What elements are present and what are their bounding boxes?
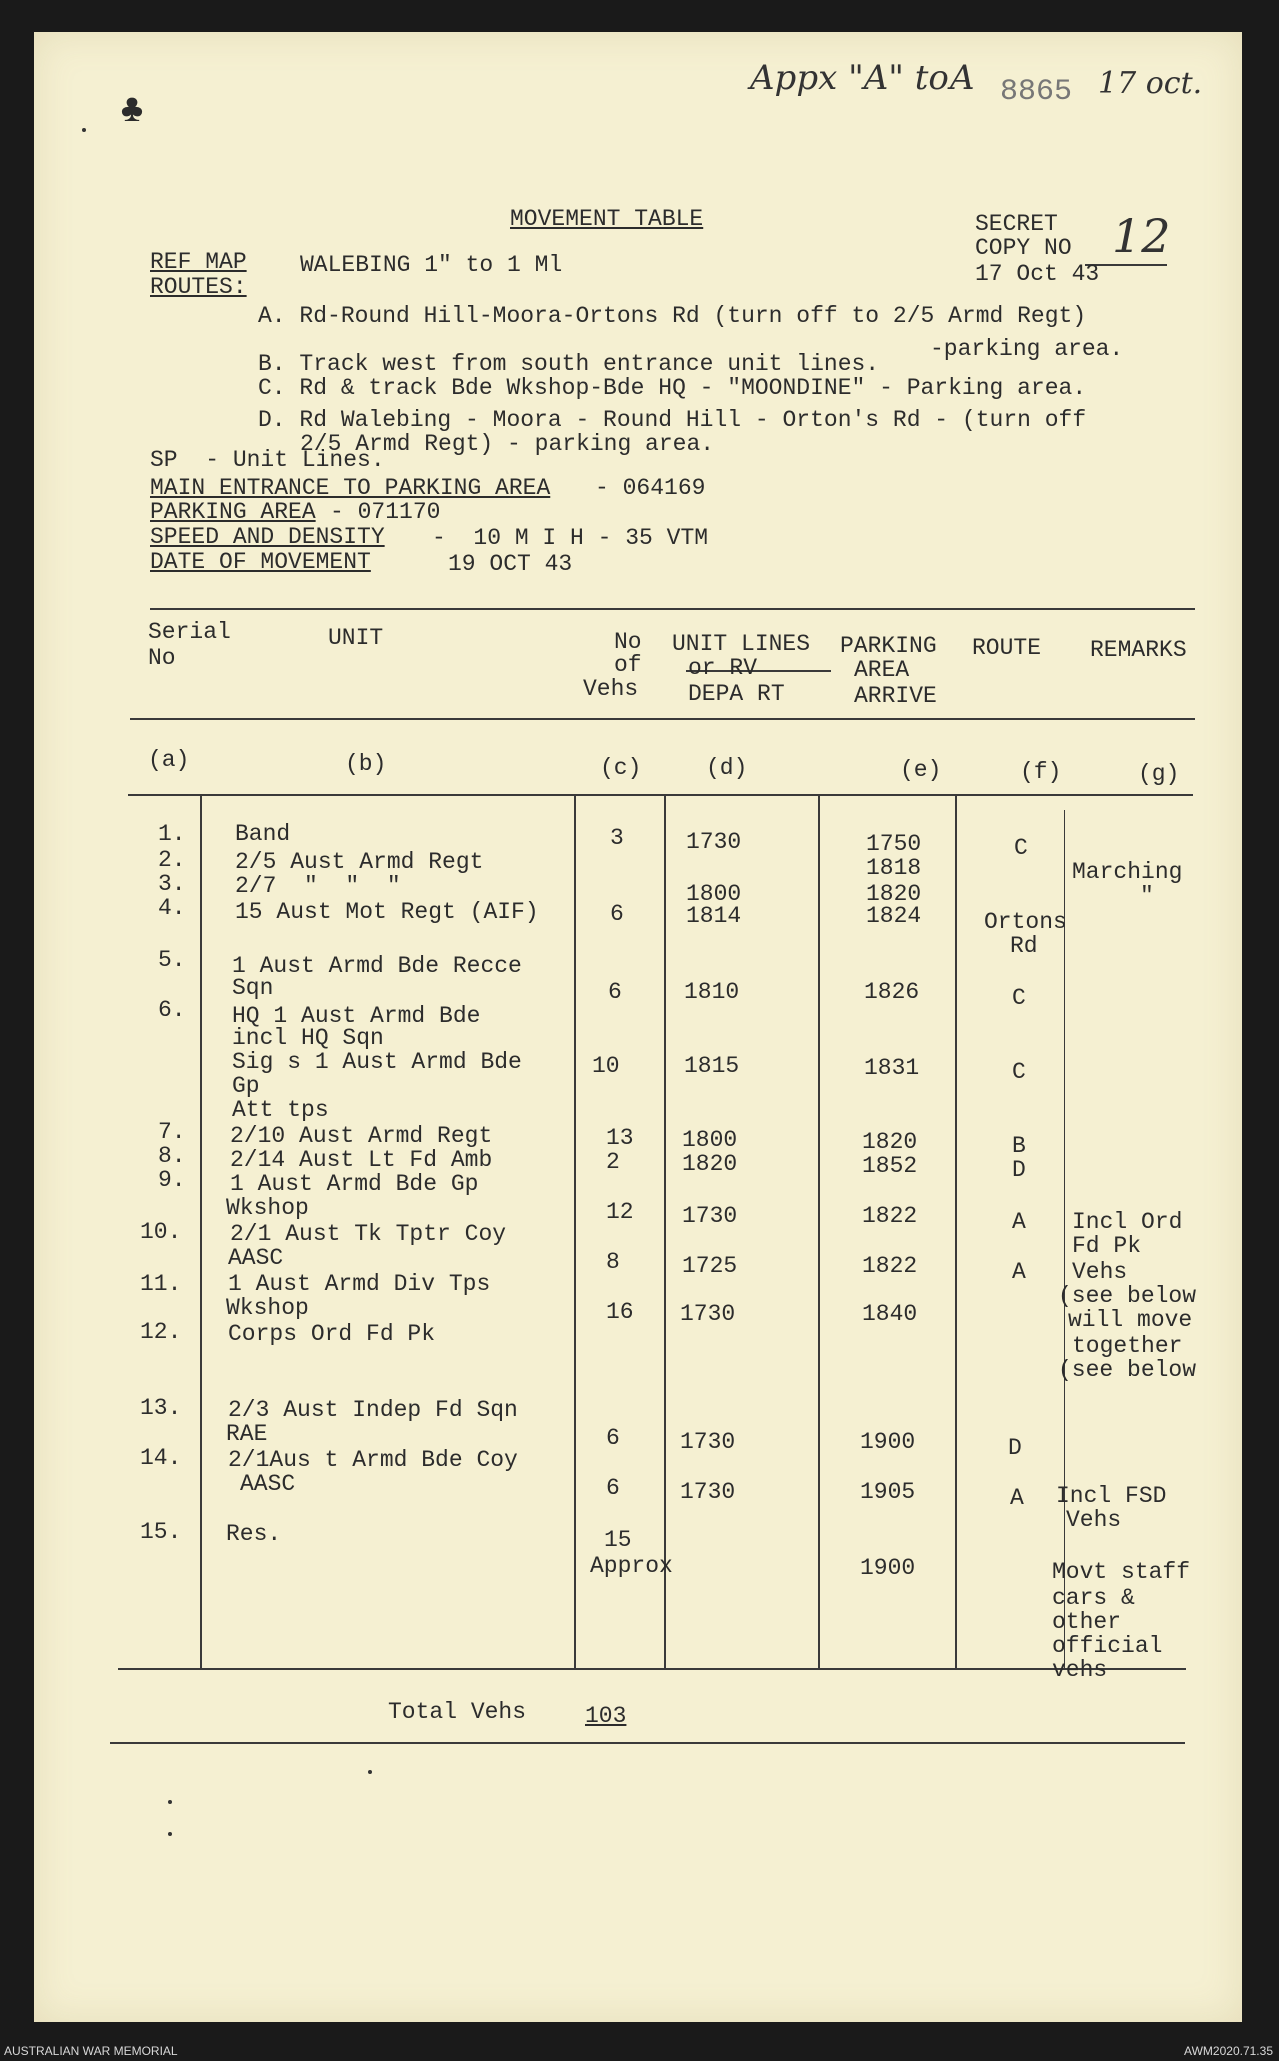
col-header-serial-no: No xyxy=(148,645,176,671)
remarks-cell: vehs xyxy=(1052,1657,1108,1683)
col-header-vehs-1: No xyxy=(614,629,642,655)
unit-line: Corps Ord Fd Pk xyxy=(228,1321,436,1347)
arrive-cell: 1750 xyxy=(866,831,922,857)
unit-line: 2/1 Aust Tk Tptr Coy xyxy=(230,1221,507,1247)
serial-13: 13. xyxy=(140,1395,182,1421)
depart-cell: 1814 xyxy=(686,903,742,929)
main-entrance-label: MAIN ENTRANCE TO PARKING AREA xyxy=(150,475,551,501)
depart-cell: 1810 xyxy=(684,979,740,1005)
arrive-cell: 1822 xyxy=(862,1253,918,1279)
date-of-movement-value: 19 OCT 43 xyxy=(448,551,573,577)
col-header-area: AREA xyxy=(854,657,910,683)
secret-label: SECRET xyxy=(975,211,1058,237)
vehs-cell: 6 xyxy=(608,979,622,1005)
depart-cell: 1730 xyxy=(686,829,742,855)
remarks-cell: together xyxy=(1072,1333,1183,1359)
remarks-cell: Incl Ord xyxy=(1072,1209,1183,1235)
serial-3: 3. xyxy=(158,871,186,897)
unit-line: Att tps xyxy=(232,1097,329,1123)
unit-line: Sqn xyxy=(232,975,274,1001)
vehs-cell: Approx xyxy=(590,1553,673,1579)
unit-line: 1 Aust Armd Bde Gp xyxy=(230,1171,479,1197)
speed-density-value: - 10 M I H - 35 VTM xyxy=(432,525,709,551)
col-letter-f: (f) xyxy=(1020,759,1062,785)
vehs-cell: 6 xyxy=(606,1475,620,1501)
unit-line: HQ 1 Aust Armd Bde xyxy=(232,1003,481,1029)
unit-line: 2/5 Aust Armd Regt xyxy=(235,849,484,875)
col-letter-c: (c) xyxy=(600,755,642,781)
col-header-or-rv: or RV xyxy=(688,655,758,681)
vehs-cell: 13 xyxy=(606,1125,634,1151)
route-cell: D xyxy=(1008,1435,1022,1461)
arrive-cell: 1840 xyxy=(862,1301,918,1327)
arrive-cell: 1905 xyxy=(860,1479,916,1505)
serial-15: 15. xyxy=(140,1519,182,1545)
unit-line: 1 Aust Armd Div Tps xyxy=(228,1271,491,1297)
date-of-movement-label: DATE OF MOVEMENT xyxy=(150,549,371,575)
unit-line: Sig s 1 Aust Armd Bde xyxy=(232,1049,522,1075)
speed-density-label: SPEED AND DENSITY xyxy=(150,524,385,550)
serial-7: 7. xyxy=(158,1119,186,1145)
unit-line: 15 Aust Mot Regt (AIF) xyxy=(235,899,539,925)
unit-line: 2/7 " " " xyxy=(235,873,401,899)
col-header-vehs-3: Vehs xyxy=(583,676,639,702)
vehs-cell: 2 xyxy=(606,1149,620,1175)
col-header-arrive: ARRIVE xyxy=(854,683,937,709)
arrive-cell: 1820 xyxy=(862,1129,918,1155)
remarks-cell: Vehs xyxy=(1066,1507,1122,1533)
depart-cell: 1730 xyxy=(682,1203,738,1229)
ref-letter-annotation: A xyxy=(950,58,975,98)
unit-line: Wkshop xyxy=(226,1195,309,1221)
col-header-depart: DEPA RT xyxy=(688,681,785,707)
route-cell: C xyxy=(1014,835,1028,861)
unit-line: Gp xyxy=(232,1073,260,1099)
serial-12: 12. xyxy=(140,1319,182,1345)
serial-6: 6. xyxy=(158,997,186,1023)
unit-line: AASC xyxy=(228,1245,284,1271)
route-b: B. Track west from south entrance unit lines. xyxy=(258,351,880,377)
route-cell: D xyxy=(1012,1157,1026,1183)
arrive-cell: 1831 xyxy=(864,1055,920,1081)
remarks-cell: Marching xyxy=(1072,859,1183,885)
remarks-cell: Incl FSD xyxy=(1056,1483,1167,1509)
vehs-cell: 6 xyxy=(610,901,624,927)
route-cell: A xyxy=(1012,1209,1026,1235)
arrive-cell: 1900 xyxy=(860,1555,916,1581)
unit-line: AASC xyxy=(240,1471,296,1497)
page-title: MOVEMENT TABLE xyxy=(510,206,704,232)
start-point: SP - Unit Lines. xyxy=(150,447,385,473)
ref-map-value: WALEBING 1" to 1 Ml xyxy=(300,252,563,278)
col-letter-a: (a) xyxy=(148,747,190,773)
parking-area-value: - 071170 xyxy=(330,499,441,525)
ref-map-label: REF MAP xyxy=(150,249,247,275)
vehs-cell: 10 xyxy=(592,1053,620,1079)
remarks-cell: " xyxy=(1140,883,1154,909)
depart-cell: 1800 xyxy=(686,881,742,907)
arrive-cell: 1826 xyxy=(864,979,920,1005)
route-cell: B xyxy=(1012,1133,1026,1159)
col-header-unit-lines: UNIT LINES xyxy=(672,631,811,657)
remarks-cell: Fd Pk xyxy=(1072,1233,1142,1259)
remarks-cell: (see below xyxy=(1058,1283,1197,1309)
unit-line: 2/1Aus t Armd Bde Coy xyxy=(228,1447,518,1473)
route-cell: Ortons xyxy=(984,909,1067,935)
unit-line: 2/10 Aust Armd Regt xyxy=(230,1123,493,1149)
col-header-parking: PARKING xyxy=(840,633,937,659)
col-header-route: ROUTE xyxy=(972,635,1042,661)
remarks-cell: will move xyxy=(1068,1307,1193,1333)
unit-line: incl HQ Sqn xyxy=(232,1025,384,1051)
depart-cell: 1820 xyxy=(682,1151,738,1177)
col-header-vehs-2: of xyxy=(614,652,642,678)
arrive-cell: 1900 xyxy=(860,1429,916,1455)
remarks-cell: (see below xyxy=(1058,1357,1197,1383)
vehs-cell: 16 xyxy=(606,1299,634,1325)
header-date: 17 Oct 43 xyxy=(975,261,1100,287)
col-header-serial: Serial xyxy=(148,619,231,645)
ink-mark-icon: ♣ xyxy=(120,89,145,134)
appendix-annotation: Appx "A" to xyxy=(750,58,949,98)
copy-no-label: COPY NO xyxy=(975,235,1072,261)
route-c: C. Rd & track Bde Wkshop-Bde HQ - "MOONDINE" - Parking area. xyxy=(258,375,1087,401)
unit-line: Res. xyxy=(226,1521,282,1547)
route-cell: A xyxy=(1010,1485,1024,1511)
unit-line: RAE xyxy=(226,1421,268,1447)
route-cell: A xyxy=(1012,1259,1026,1285)
remarks-cell: cars & xyxy=(1052,1585,1135,1611)
parking-area-label: PARKING AREA xyxy=(150,499,316,525)
route-a-cont: -parking area. xyxy=(930,336,1124,362)
depart-cell: 1800 xyxy=(682,1127,738,1153)
serial-2: 2. xyxy=(158,847,186,873)
unit-line: Wkshop xyxy=(226,1295,309,1321)
arrive-cell: 1852 xyxy=(862,1153,918,1179)
route-cell: C xyxy=(1012,1059,1026,1085)
serial-8: 8. xyxy=(158,1143,186,1169)
archive-footer-left: AUSTRALIAN WAR MEMORIAL xyxy=(4,2044,178,2058)
route-cell: C xyxy=(1012,985,1026,1011)
unit-line: Band xyxy=(235,821,291,847)
col-header-remarks: REMARKS xyxy=(1090,637,1187,663)
route-cell: Rd xyxy=(1010,933,1038,959)
routes-label: ROUTES: xyxy=(150,274,247,300)
col-letter-b: (b) xyxy=(345,751,387,777)
copy-number: 12 xyxy=(1112,209,1171,263)
remarks-cell: other xyxy=(1052,1609,1122,1635)
date-annotation: 17 oct. xyxy=(1098,66,1203,101)
total-vehs-value: 103 xyxy=(585,1703,627,1729)
depart-cell: 1730 xyxy=(680,1301,736,1327)
vehs-cell: 3 xyxy=(610,825,624,851)
arrive-cell: 1820 xyxy=(866,881,922,907)
serial-1: 1. xyxy=(158,821,186,847)
depart-cell: 1725 xyxy=(682,1253,738,1279)
vehs-cell: 6 xyxy=(606,1425,620,1451)
serial-14: 14. xyxy=(140,1445,182,1471)
unit-line: 2/14 Aust Lt Fd Amb xyxy=(230,1147,493,1173)
col-letter-e: (e) xyxy=(900,757,942,783)
vehs-cell: 12 xyxy=(606,1199,634,1225)
depart-cell: 1730 xyxy=(680,1479,736,1505)
archive-footer-right: AWM2020.71.35 xyxy=(1184,2044,1273,2058)
serial-9: 9. xyxy=(158,1167,186,1193)
route-d-cont: 2/5 Armd Regt) - parking area. xyxy=(300,431,715,457)
depart-cell: 1730 xyxy=(680,1429,736,1455)
remarks-cell: official xyxy=(1052,1633,1163,1659)
document-page xyxy=(34,32,1242,2022)
main-entrance-value: - 064169 xyxy=(595,475,706,501)
depart-cell: 1815 xyxy=(684,1053,740,1079)
vehs-cell: 8 xyxy=(606,1249,620,1275)
vehs-cell: 15 xyxy=(604,1527,632,1553)
col-letter-d: (d) xyxy=(706,755,748,781)
unit-line: 1 Aust Armd Bde Recce xyxy=(232,953,522,979)
col-header-unit: UNIT xyxy=(328,625,384,651)
ref-number-stamp: 8865 xyxy=(1000,75,1073,109)
remarks-cell: Movt staff xyxy=(1052,1559,1191,1585)
serial-10: 10. xyxy=(140,1219,182,1245)
total-vehs-label: Total Vehs xyxy=(388,1699,527,1725)
serial-4: 4. xyxy=(158,895,186,921)
arrive-cell: 1824 xyxy=(866,903,922,929)
serial-11: 11. xyxy=(140,1271,182,1297)
serial-5: 5. xyxy=(158,947,186,973)
route-d: D. Rd Walebing - Moora - Round Hill - Orton's Rd - (turn off xyxy=(258,407,1087,433)
arrive-cell: 1822 xyxy=(862,1203,918,1229)
remarks-cell: Vehs xyxy=(1072,1259,1128,1285)
unit-line: 2/3 Aust Indep Fd Sqn xyxy=(228,1397,518,1423)
col-letter-g: (g) xyxy=(1138,761,1180,787)
arrive-cell: 1818 xyxy=(866,855,922,881)
route-a: A. Rd-Round Hill-Moora-Ortons Rd (turn off to 2/5 Armd Regt) xyxy=(258,303,1087,329)
